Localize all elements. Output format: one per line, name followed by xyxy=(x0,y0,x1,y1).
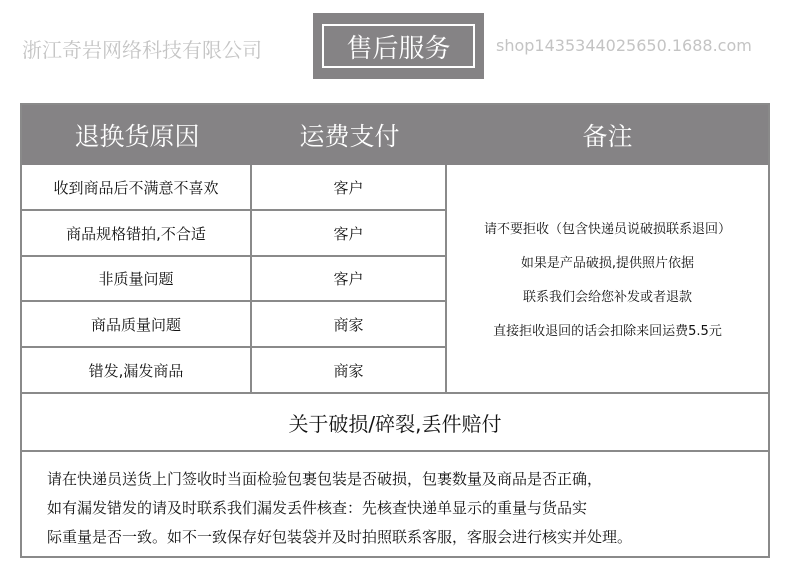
damage-line: 际重量是否一致。如不一致保存好包装袋并及时拍照联系客服，客服会进行核实并处理。 xyxy=(47,528,633,546)
header-shipping: 运费支付 xyxy=(252,105,447,165)
title-banner xyxy=(313,13,484,79)
table-row-reason: 商品质量问题 xyxy=(22,302,252,348)
damage-line: 如有漏发错发的请及时联系我们漏发丢件核查：先核查快递单显示的重量与货品实 xyxy=(47,499,588,517)
note-line: 请不要拒收（包含快递员说破损联系退回） xyxy=(483,222,731,237)
damage-text xyxy=(47,465,767,552)
table-row-reason: 收到商品后不满意不喜欢 xyxy=(22,165,252,211)
damage-line: 请在快递员送货上门签收时当面检验包裹包装是否破损，包裹数量及商品是否正确， xyxy=(47,470,603,488)
header-reason: 退换货原因 xyxy=(22,105,252,165)
table-row-reason: 商品规格错拍,不合适 xyxy=(22,211,252,257)
watermark-company: 浙江奇岩网络科技有限公司 xyxy=(22,38,262,62)
note-line: 联系我们会给您补发或者退款 xyxy=(522,290,692,305)
table-row-payer: 商家 xyxy=(252,302,447,348)
header-notes: 备注 xyxy=(447,105,768,165)
table-row-payer: 客户 xyxy=(252,165,447,211)
note-line: 如果是产品破损,提供照片依据 xyxy=(520,256,695,271)
damage-title: 关于破损/碎裂,丢件赔付 xyxy=(22,394,768,452)
table-row-reason: 错发,漏发商品 xyxy=(22,348,252,394)
note-line: 直接拒收退回的话会扣除来回运费5.5元 xyxy=(493,324,722,339)
table-row-reason: 非质量问题 xyxy=(22,257,252,302)
after-sales-table xyxy=(20,103,770,558)
table-row-payer: 商家 xyxy=(252,348,447,394)
table-row-payer: 客户 xyxy=(252,257,447,302)
watermark-url: shop1435344025650.1688.com xyxy=(496,36,752,55)
notes-cell xyxy=(447,165,768,394)
table-row-payer: 客户 xyxy=(252,211,447,257)
page-title: 售后服务 xyxy=(322,24,475,68)
